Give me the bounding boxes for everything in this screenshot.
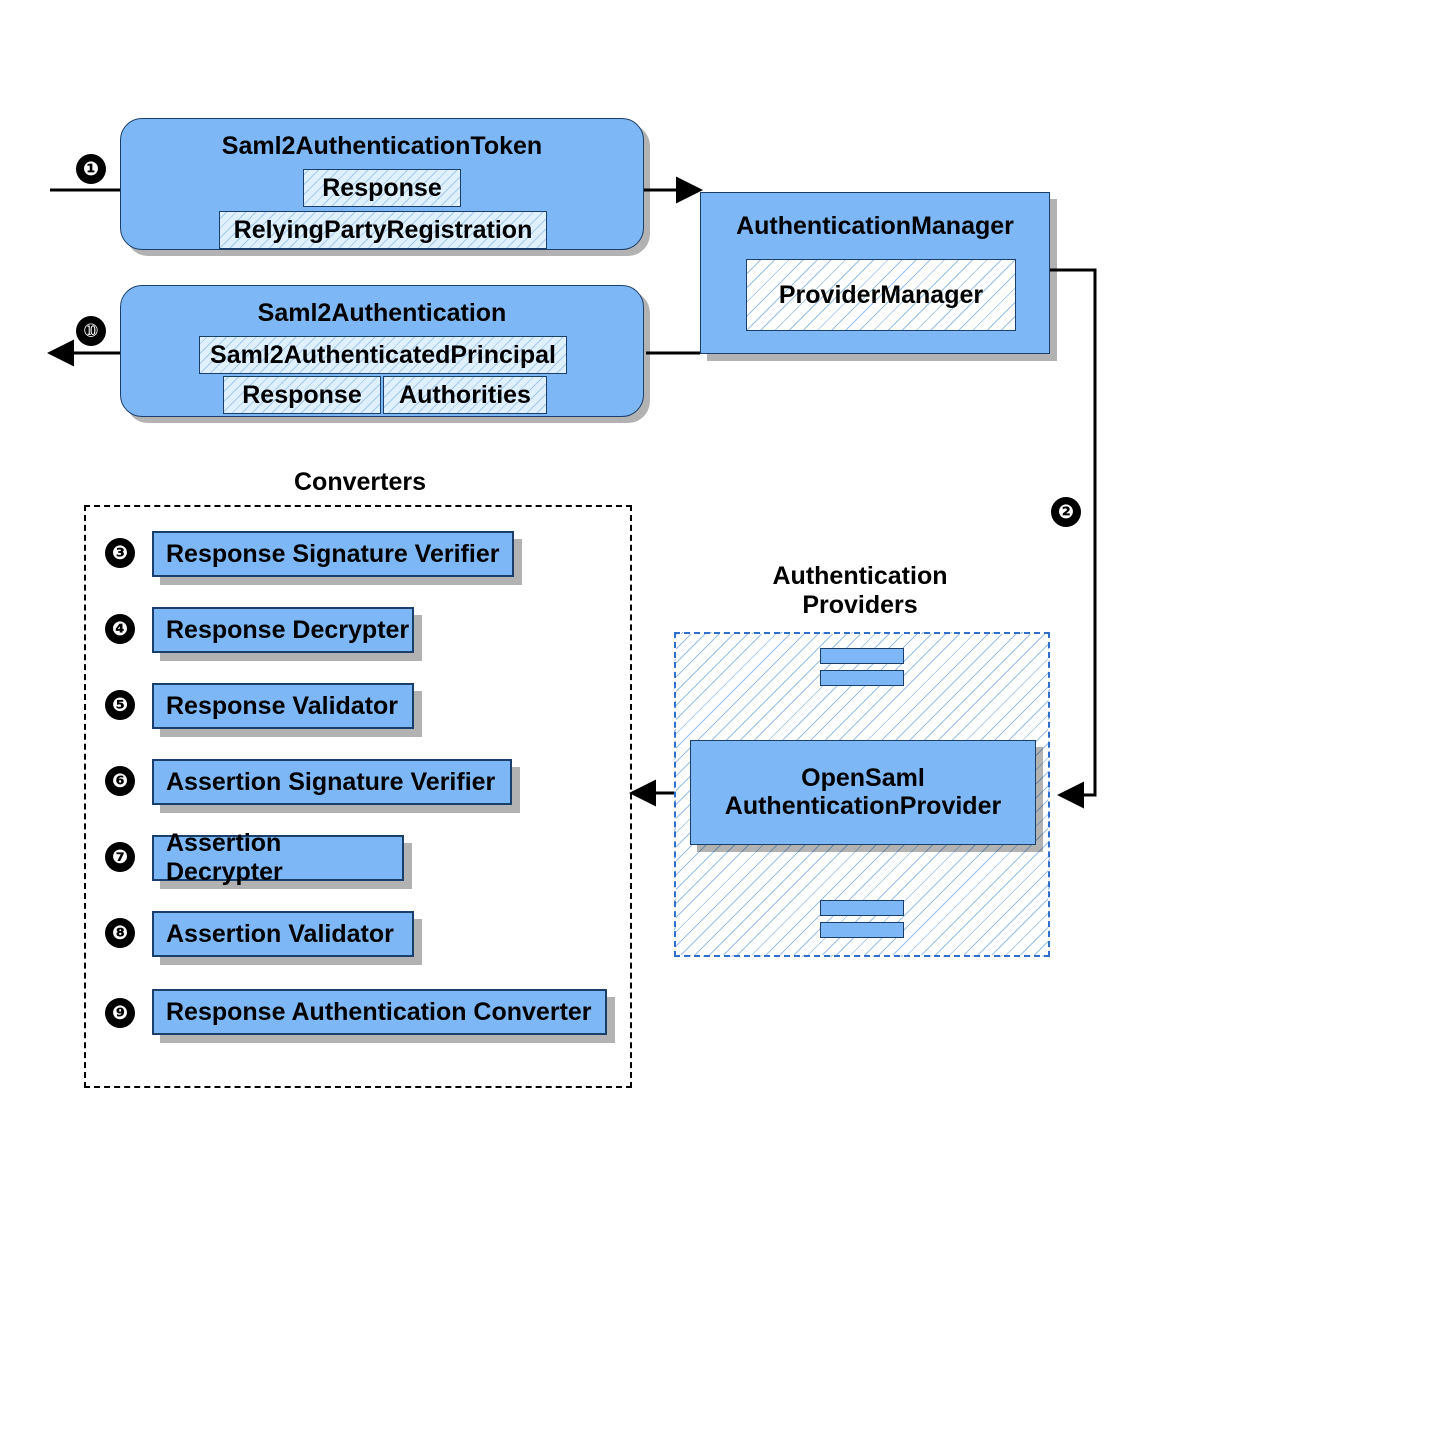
saml2-authentication-box xyxy=(120,285,644,417)
step-number-5: ❺ xyxy=(105,690,135,720)
saml2-authentication-title: Saml2Authentication xyxy=(257,299,507,327)
provider-stack-bar-top-2 xyxy=(820,670,904,686)
result-field-response: Response xyxy=(223,376,381,414)
converter-assertion-signature-verifier: Assertion Signature Verifier xyxy=(152,759,512,805)
provider-stack-bar-bottom-1 xyxy=(820,900,904,916)
saml2-authentication-token-title: Saml2AuthenticationToken xyxy=(221,132,543,160)
converter-assertion-validator: Assertion Validator xyxy=(152,911,414,957)
provider-stack-bar-top-1 xyxy=(820,648,904,664)
authentication-manager-title: AuthenticationManager xyxy=(736,212,1014,240)
opensaml-provider-line1: OpenSaml xyxy=(801,764,925,792)
provider-manager-box xyxy=(746,259,1016,331)
converter-response-signature-verifier: Response Signature Verifier xyxy=(152,531,514,577)
converter-response-validator: Response Validator xyxy=(152,683,414,729)
authentication-manager-box xyxy=(700,192,1050,354)
converter-assertion-decrypter: Assertion Decrypter xyxy=(152,835,404,881)
converter-response-authentication-converter: Response Authentication Converter xyxy=(152,989,607,1035)
authentication-providers-label xyxy=(730,562,990,620)
opensaml-authentication-provider-title xyxy=(725,765,1001,820)
opensaml-authentication-provider-box xyxy=(690,740,1036,845)
authentication-providers-label-line1: Authentication xyxy=(772,562,948,590)
step-number-9: ❾ xyxy=(105,998,135,1028)
step-number-3: ❸ xyxy=(105,538,135,568)
step-number-7: ❼ xyxy=(105,842,135,872)
result-field-principal: Saml2AuthenticatedPrincipal xyxy=(199,336,567,374)
authentication-providers-label-line2: Providers xyxy=(802,590,918,619)
provider-stack-bar-bottom-2 xyxy=(820,922,904,938)
token-field-relying-party-registration: RelyingPartyRegistration xyxy=(219,211,547,249)
opensaml-provider-line2: AuthenticationProvider xyxy=(724,791,1002,820)
step-number-4: ❹ xyxy=(105,614,135,644)
step-number-10: ➉ xyxy=(76,316,106,346)
saml2-authentication-token-box xyxy=(120,118,644,250)
provider-manager-label: ProviderManager xyxy=(778,280,984,309)
converter-response-decrypter: Response Decrypter xyxy=(152,607,414,653)
token-field-response: Response xyxy=(303,169,461,207)
converters-label: Converters xyxy=(294,468,426,496)
step-number-1: ❶ xyxy=(76,154,106,184)
step-number-2: ❷ xyxy=(1051,497,1081,527)
result-field-authorities: Authorities xyxy=(383,376,547,414)
step-number-6: ❻ xyxy=(105,766,135,796)
step-number-8: ❽ xyxy=(105,918,135,948)
